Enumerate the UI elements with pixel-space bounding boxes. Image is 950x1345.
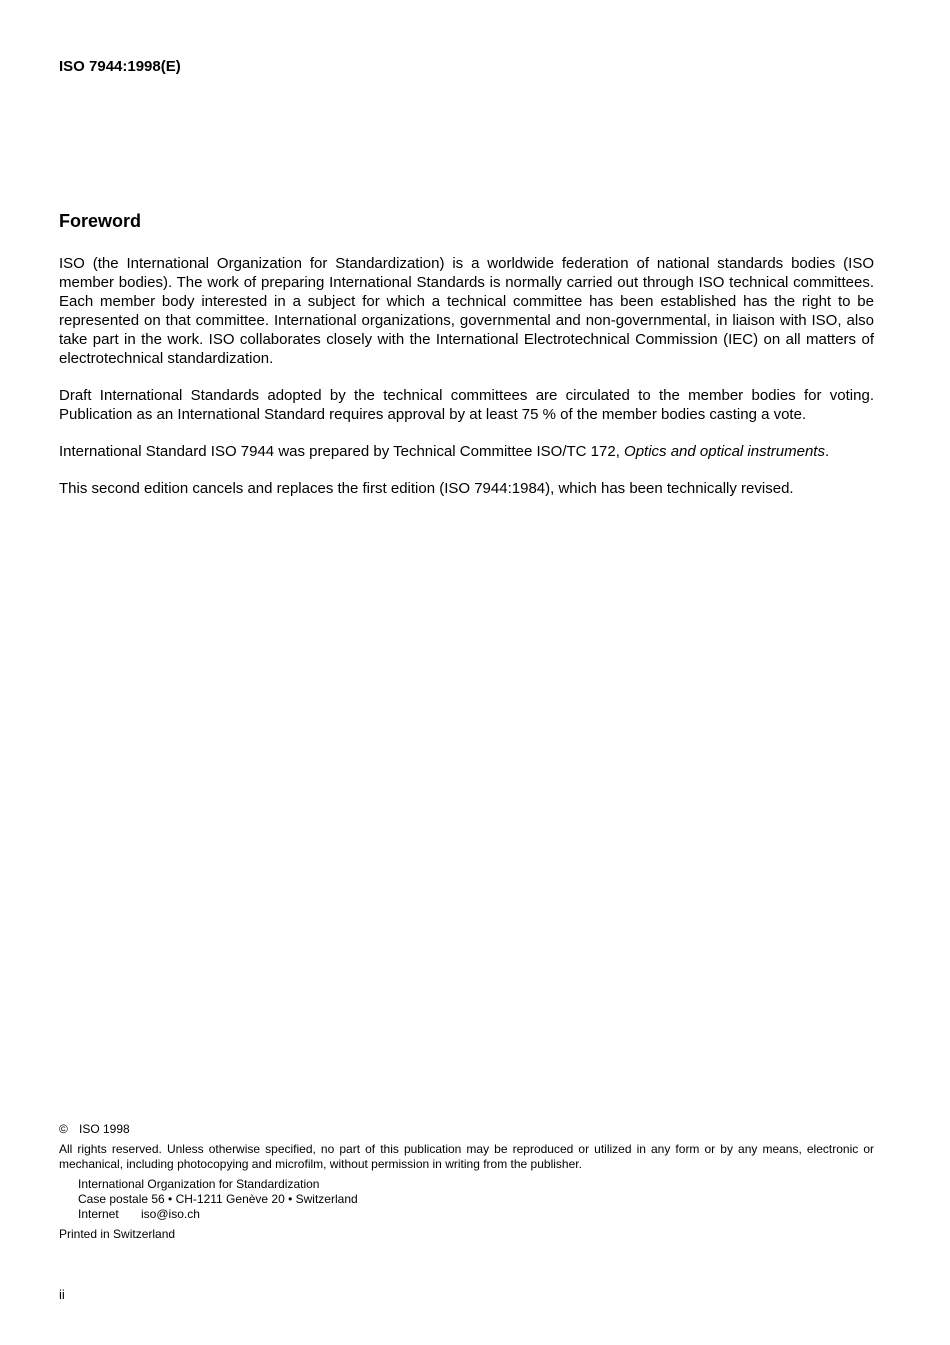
- paragraph-3-end: .: [824, 443, 830, 460]
- paragraph-3-text: International Standard ISO 7944 was prepared by Technical Committee ISO/TC 172,: [59, 443, 625, 460]
- internet-label: Internet: [78, 1207, 119, 1221]
- copyright-icon: ©: [59, 1122, 68, 1136]
- rights-notice: All rights reserved. Unless otherwise specified, no part of this publication may be reproduced or utilized in any form or by any means, electronic or mechanical, including photocopying and microfilm, without permission in writing from the publisher.: [59, 1142, 874, 1171]
- internet-contact: [78, 1207, 874, 1222]
- printed-in: Printed in Switzerland: [59, 1227, 176, 1241]
- foreword-paragraph-1: ISO (the International Organization for Standardization) is a worldwide federation of national standards bodies (ISO member bodies). The work of preparing International Standards is normally carried out through ISO technical committees. Each member body interested in a subject for which a technical committee has been established has the right to be represented on that committee. International organizations, governmental and non-governmental, in liaison with ISO, also take part in the work. ISO collaborates closely with the International Electrotechnical Commission (IEC) on all matters of electrotechnical standardization.: [59, 255, 874, 367]
- copyright-year: ISO 1998: [79, 1122, 130, 1136]
- copyright-block: [59, 1122, 874, 1242]
- publisher-name: International Organization for Standardization: [78, 1177, 320, 1191]
- postal-address: Case postale 56 • CH-1211 Genève 20 • Switzerland: [78, 1192, 358, 1206]
- foreword-body: [59, 254, 874, 516]
- foreword-paragraph-2: Draft International Standards adopted by the technical committees are circulated to the member bodies for voting. Publication as an International Standard requires approval by at least 75 % of the member bodies casting a vote.: [59, 387, 874, 423]
- committee-title: Optics and optical instruments: [624, 443, 825, 460]
- foreword-paragraph-3: [59, 442, 874, 461]
- foreword-heading: Foreword: [59, 211, 142, 231]
- copyright-line: [59, 1122, 874, 1137]
- page-number: ii: [59, 1287, 65, 1302]
- publisher-address: [78, 1177, 874, 1222]
- internet-email: iso@iso.ch: [141, 1207, 200, 1221]
- foreword-paragraph-4: This second edition cancels and replaces the first edition (ISO 7944:1984), which has been technically revised.: [59, 480, 794, 497]
- document-identifier: ISO 7944:1998(E): [59, 58, 181, 75]
